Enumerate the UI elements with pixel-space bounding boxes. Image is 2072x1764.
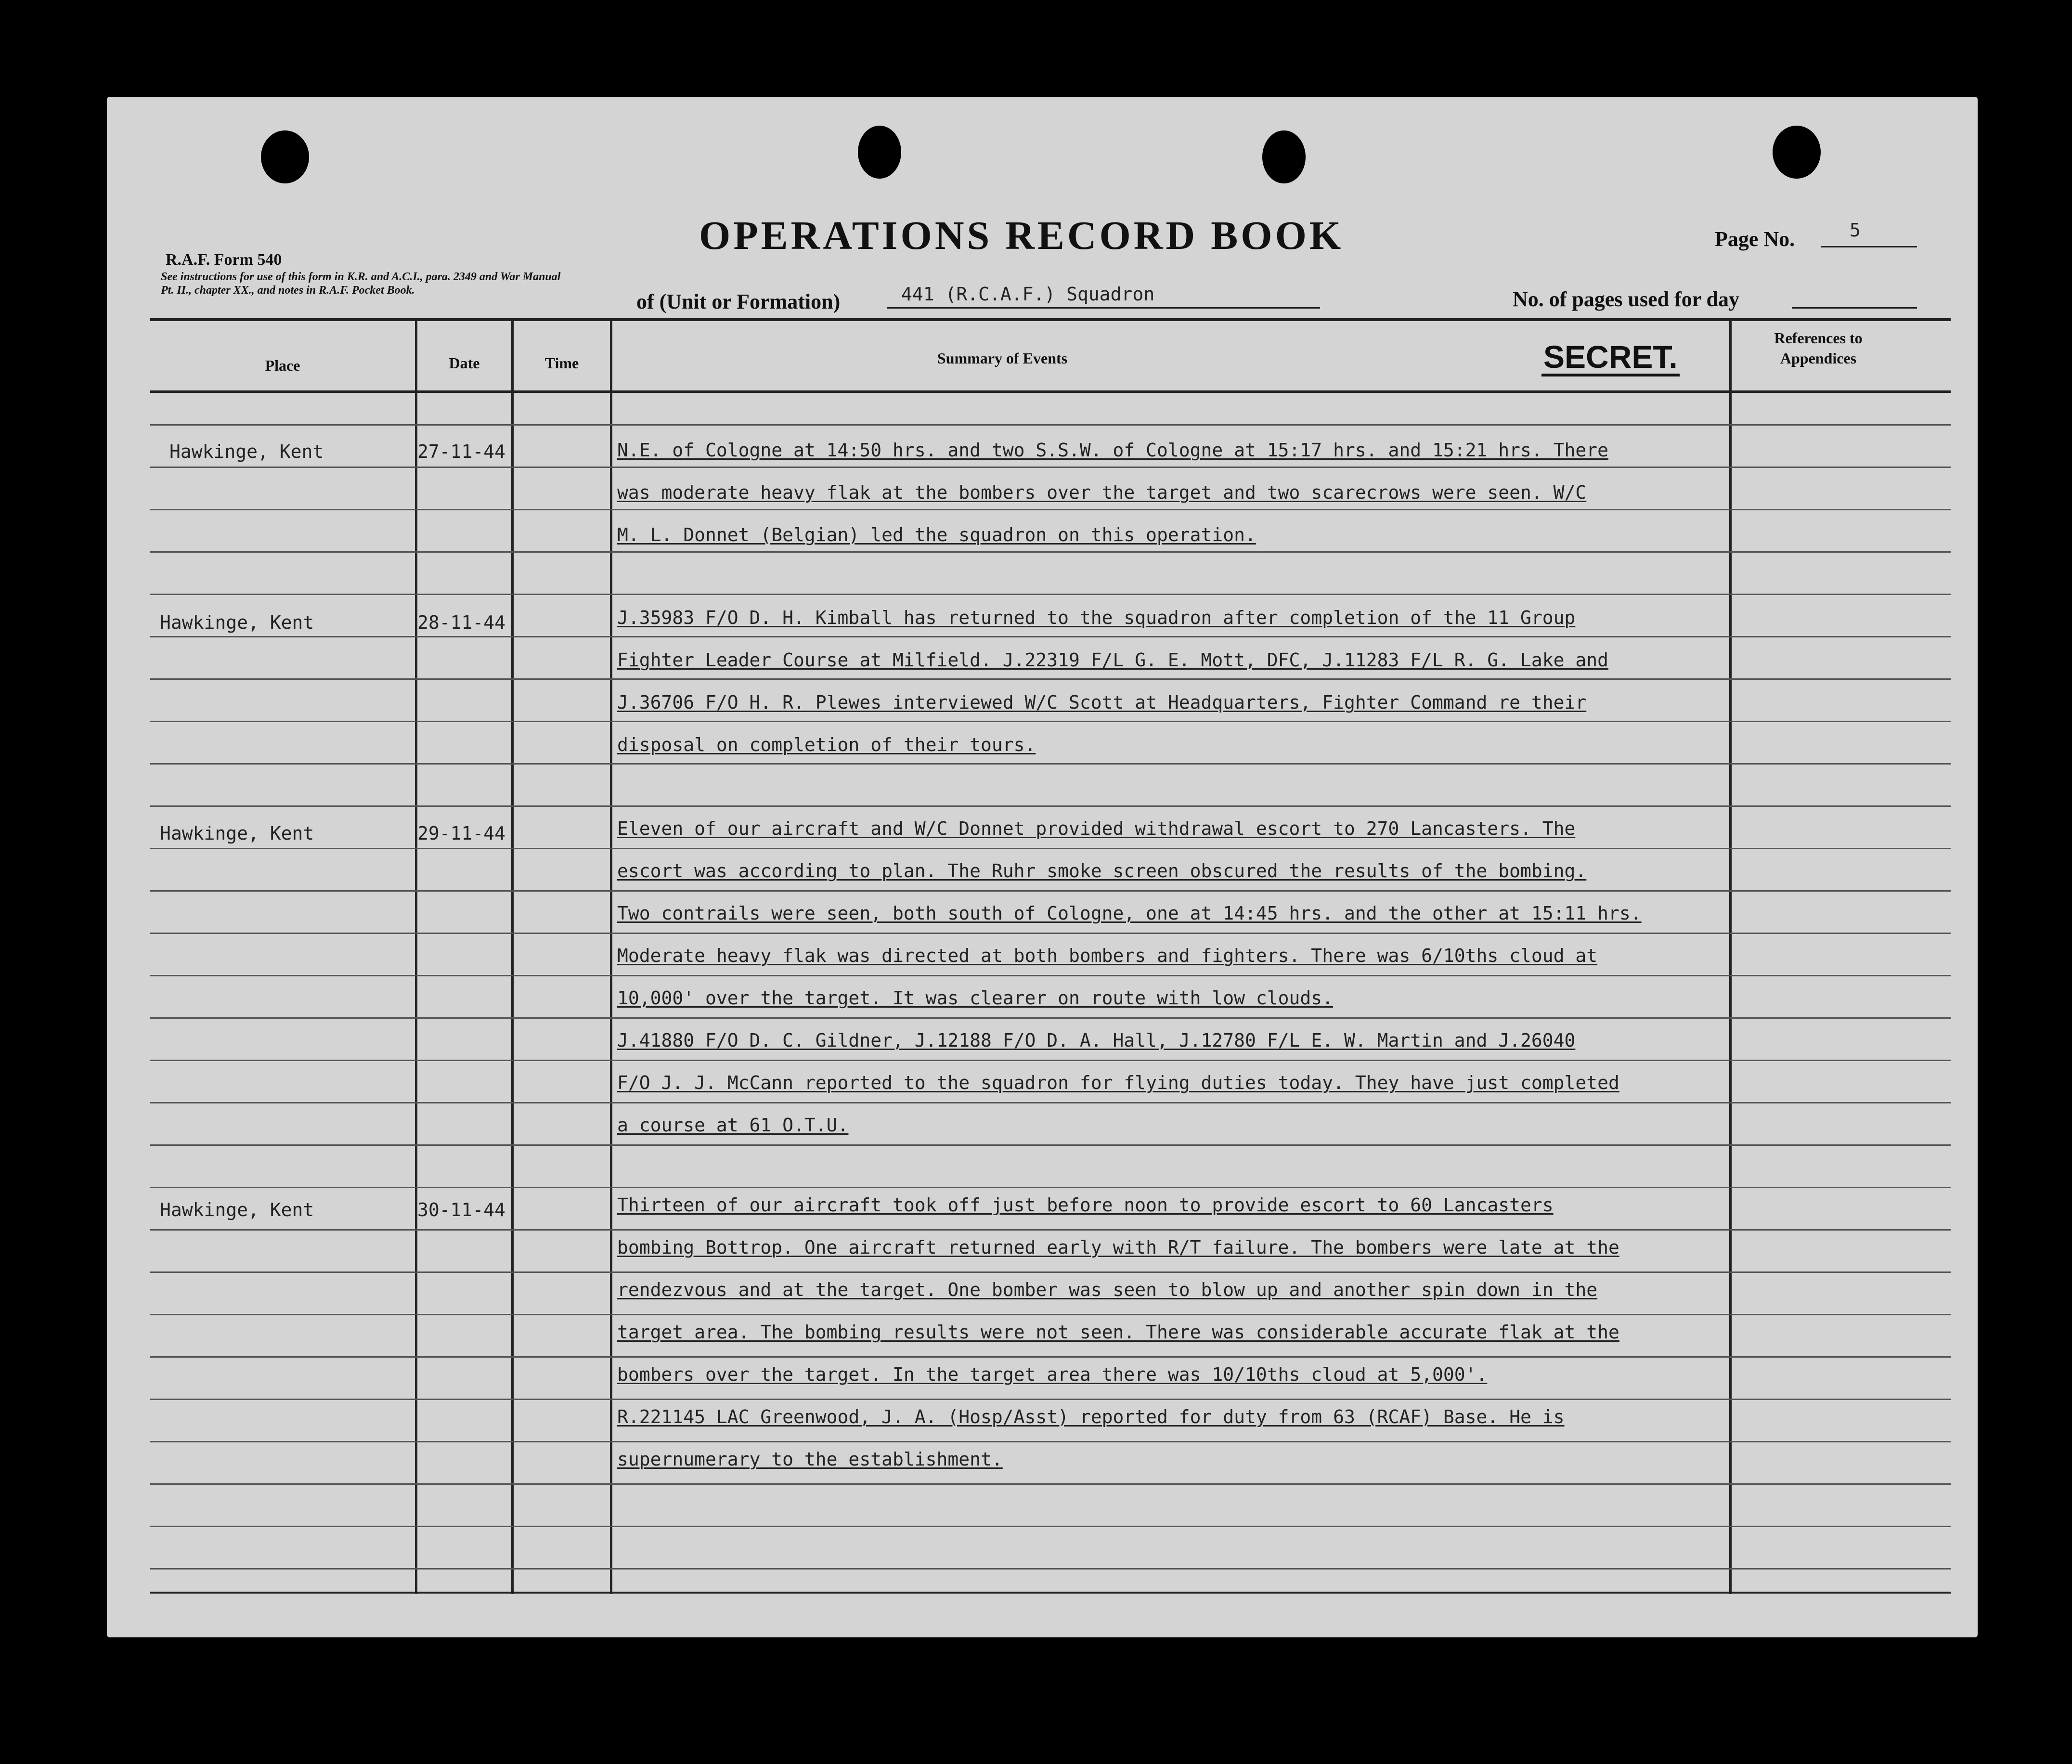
ruled-line: [150, 1356, 1951, 1358]
entry-date: 29-11-44: [417, 823, 506, 844]
ruled-line: [150, 594, 1951, 595]
summary-line: a course at 61 O.T.U.: [617, 1115, 849, 1136]
ruled-line: [150, 467, 1951, 468]
table-top-border: [150, 318, 1951, 321]
entry-place: Hawkinge, Kent: [160, 1199, 314, 1220]
secret-stamp: SECRET.: [1541, 340, 1680, 376]
column-header-references: References to Appendices: [1774, 329, 1863, 367]
ruled-line: [150, 1144, 1951, 1146]
summary-line: bombers over the target. In the target area there was 10/10ths cloud at 5,000'.: [617, 1364, 1488, 1385]
summary-line: Two contrails were seen, both south of Cologne, one at 14:45 hrs. and the other at 15:11 hrs.: [617, 903, 1642, 924]
summary-line: R.221145 LAC Greenwood, J. A. (Hosp/Asst) reported for duty from 63 (RCAF) Base. He is: [617, 1406, 1565, 1427]
column-header-place: Place: [265, 357, 300, 374]
summary-line: escort was according to plan. The Ruhr smoke screen obscured the results of the bombing.: [617, 860, 1587, 882]
summary-line: Moderate heavy flak was directed at both bombers and fighters. There was 6/10ths cloud at: [617, 945, 1598, 966]
summary-line: J.41880 F/O D. C. Gildner, J.12188 F/O D. A. Hall, J.12780 F/L E. W. Martin and J.26040: [617, 1030, 1576, 1051]
ruled-line: [150, 1568, 1951, 1569]
page-number-underline: [1821, 246, 1917, 247]
ruled-line: [150, 1526, 1951, 1527]
summary-line: target area. The bombing results were not seen. There was considerable accurate flak at the: [617, 1322, 1619, 1343]
summary-line: N.E. of Cologne at 14:50 hrs. and two S.S.W. of Cologne at 15:17 hrs. and 15:21 hrs. There: [617, 440, 1609, 461]
header-bottom-border: [150, 390, 1951, 393]
ruled-line: [150, 1314, 1951, 1315]
entry-date: 27-11-44: [417, 441, 506, 462]
ruled-line: [150, 1271, 1951, 1273]
form-sheet: [107, 97, 1978, 1637]
summary-line: J.35983 F/O D. H. Kimball has returned to the squadron after completion of the 11 Group: [617, 607, 1576, 628]
summary-line: Eleven of our aircraft and W/C Donnet provided withdrawal escort to 270 Lancasters. The: [617, 818, 1576, 839]
pages-used-underline: [1792, 307, 1917, 309]
ruled-line: [150, 636, 1951, 637]
ruled-line: [150, 1017, 1951, 1019]
summary-line: disposal on completion of their tours.: [617, 734, 1036, 755]
summary-line: Thirteen of our aircraft took off just before noon to provide escort to 60 Lancasters: [617, 1194, 1554, 1216]
ruled-line: [150, 1229, 1951, 1231]
summary-line: was moderate heavy flak at the bombers over the target and two scarecrows were seen. W/C: [617, 482, 1587, 503]
summary-line: rendezvous and at the target. One bomber was seen to blow up and another spin down in the: [617, 1279, 1598, 1300]
ruled-line: [150, 1060, 1951, 1061]
ruled-line: [150, 424, 1951, 426]
table-bottom-border: [150, 1592, 1951, 1594]
entry-place: Hawkinge, Kent: [160, 612, 314, 633]
page-title: OPERATIONS RECORD BOOK: [699, 213, 1344, 258]
ruled-line: [150, 763, 1951, 765]
ruled-line: [150, 1102, 1951, 1103]
summary-line: 10,000' over the target. It was clearer on route with low clouds.: [617, 987, 1334, 1009]
unit-value: 441 (R.C.A.F.) Squadron: [901, 284, 1155, 305]
punch-hole: [261, 130, 309, 183]
summary-line: bombing Bottrop. One aircraft returned early with R/T failure. The bombers were late at the: [617, 1237, 1619, 1258]
entry-place: Hawkinge, Kent: [169, 441, 324, 462]
ruled-line: [150, 890, 1951, 892]
column-header-summary: Summary of Events: [937, 350, 1068, 367]
page-number-label: Page No.: [1715, 227, 1795, 251]
summary-line: J.36706 F/O H. R. Plewes interviewed W/C Scott at Headquarters, Fighter Command re their: [617, 692, 1587, 713]
ruled-line: [150, 848, 1951, 849]
form-instructions: See instructions for use of this form in K.R. and A.C.I., para. 2349 and War Manual Pt. II., chapter XX., and notes in R.A.F. Pocket Book.: [161, 271, 561, 297]
summary-line: supernumerary to the establishment.: [617, 1449, 1003, 1470]
ruled-line: [150, 1483, 1951, 1485]
entry-date: 30-11-44: [417, 1199, 506, 1220]
punch-hole: [1773, 126, 1821, 179]
column-header-time: Time: [544, 354, 579, 372]
page-number-value: 5: [1850, 220, 1861, 241]
ruled-line: [150, 678, 1951, 680]
ruled-line: [150, 933, 1951, 934]
pages-used-label: No. of pages used for day: [1513, 287, 1740, 311]
summary-line: M. L. Donnet (Belgian) led the squadron on this operation.: [617, 524, 1256, 545]
column-header-date: Date: [449, 354, 480, 372]
ruled-line: [150, 975, 1951, 976]
ruled-line: [150, 1187, 1951, 1188]
form-id: R.A.F. Form 540: [166, 251, 282, 269]
unit-underline: [887, 307, 1320, 309]
entry-date: 28-11-44: [417, 612, 506, 633]
ruled-line: [150, 805, 1951, 807]
entry-place: Hawkinge, Kent: [160, 823, 314, 844]
summary-line: Fighter Leader Course at Milfield. J.22319 F/L G. E. Mott, DFC, J.11283 F/L R. G. Lake and: [617, 649, 1609, 671]
ruled-line: [150, 1441, 1951, 1442]
ruled-line: [150, 1399, 1951, 1400]
unit-label: of (Unit or Formation): [636, 290, 841, 313]
punch-hole: [1262, 130, 1306, 183]
punch-hole: [858, 126, 901, 179]
ruled-line: [150, 509, 1951, 510]
summary-line: F/O J. J. McCann reported to the squadron for flying duties today. They have just completed: [617, 1072, 1619, 1093]
ruled-line: [150, 721, 1951, 722]
ruled-line: [150, 551, 1951, 553]
